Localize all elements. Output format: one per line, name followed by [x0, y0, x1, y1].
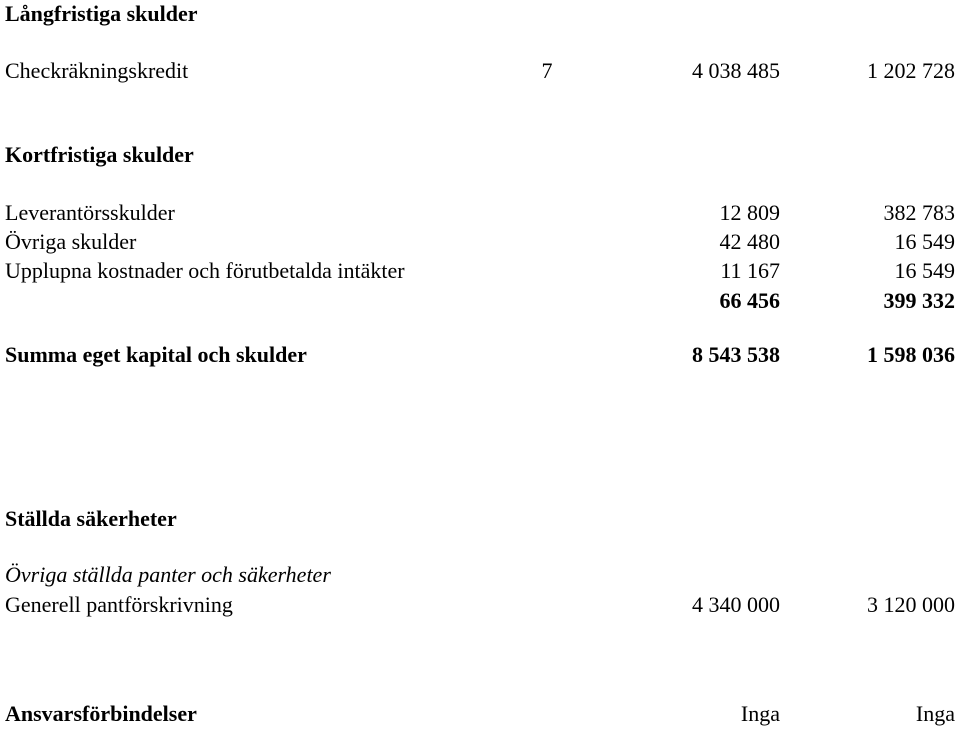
heading-text: Långfristiga skulder — [5, 1, 198, 26]
current-year-value: 12 809 — [719, 200, 780, 225]
current-year-value: 4 038 485 — [692, 58, 780, 83]
subtotal-row — [5, 287, 955, 315]
previous-year-value: Inga — [915, 701, 955, 726]
current-year-value: 4 340 000 — [692, 592, 780, 617]
row-label: Upplupna kostnader och förutbetalda intäkter — [5, 258, 405, 283]
row-label: Leverantörsskulder — [5, 200, 175, 225]
table-row — [5, 591, 955, 619]
note-reference: 7 — [541, 58, 553, 83]
table-row — [5, 228, 955, 256]
previous-year-value: 16 549 — [894, 229, 955, 254]
row-label: Ansvarsförbindelser — [5, 701, 197, 726]
previous-year-value: 16 549 — [894, 258, 955, 283]
table-row — [5, 57, 955, 85]
current-year-value: 11 167 — [720, 258, 780, 283]
section-heading-pledged — [5, 505, 955, 533]
current-year-subtotal: 66 456 — [719, 288, 780, 313]
current-year-value: Inga — [740, 701, 780, 726]
table-row — [5, 199, 955, 227]
previous-year-value: 1 202 728 — [867, 58, 955, 83]
total-label: Summa eget kapital och skulder — [5, 342, 307, 367]
section-heading-long-term — [5, 0, 955, 28]
section-heading-short-term — [5, 141, 955, 169]
heading-text: Kortfristiga skulder — [5, 142, 194, 167]
current-year-value: 42 480 — [719, 229, 780, 254]
previous-year-subtotal: 399 332 — [883, 288, 955, 313]
current-year-total: 8 543 538 — [692, 342, 780, 367]
previous-year-value: 3 120 000 — [867, 592, 955, 617]
row-label: Generell pantförskrivning — [5, 592, 233, 617]
table-row — [5, 257, 955, 285]
heading-text: Ställda säkerheter — [5, 506, 177, 531]
section-subheading — [5, 561, 955, 589]
total-row — [5, 341, 955, 369]
previous-year-total: 1 598 036 — [867, 342, 955, 367]
previous-year-value: 382 783 — [883, 200, 955, 225]
contingent-liabilities-row — [5, 700, 955, 728]
subheading-text: Övriga ställda panter och säkerheter — [5, 562, 331, 587]
row-label: Övriga skulder — [5, 229, 137, 254]
row-label: Checkräkningskredit — [5, 58, 189, 83]
